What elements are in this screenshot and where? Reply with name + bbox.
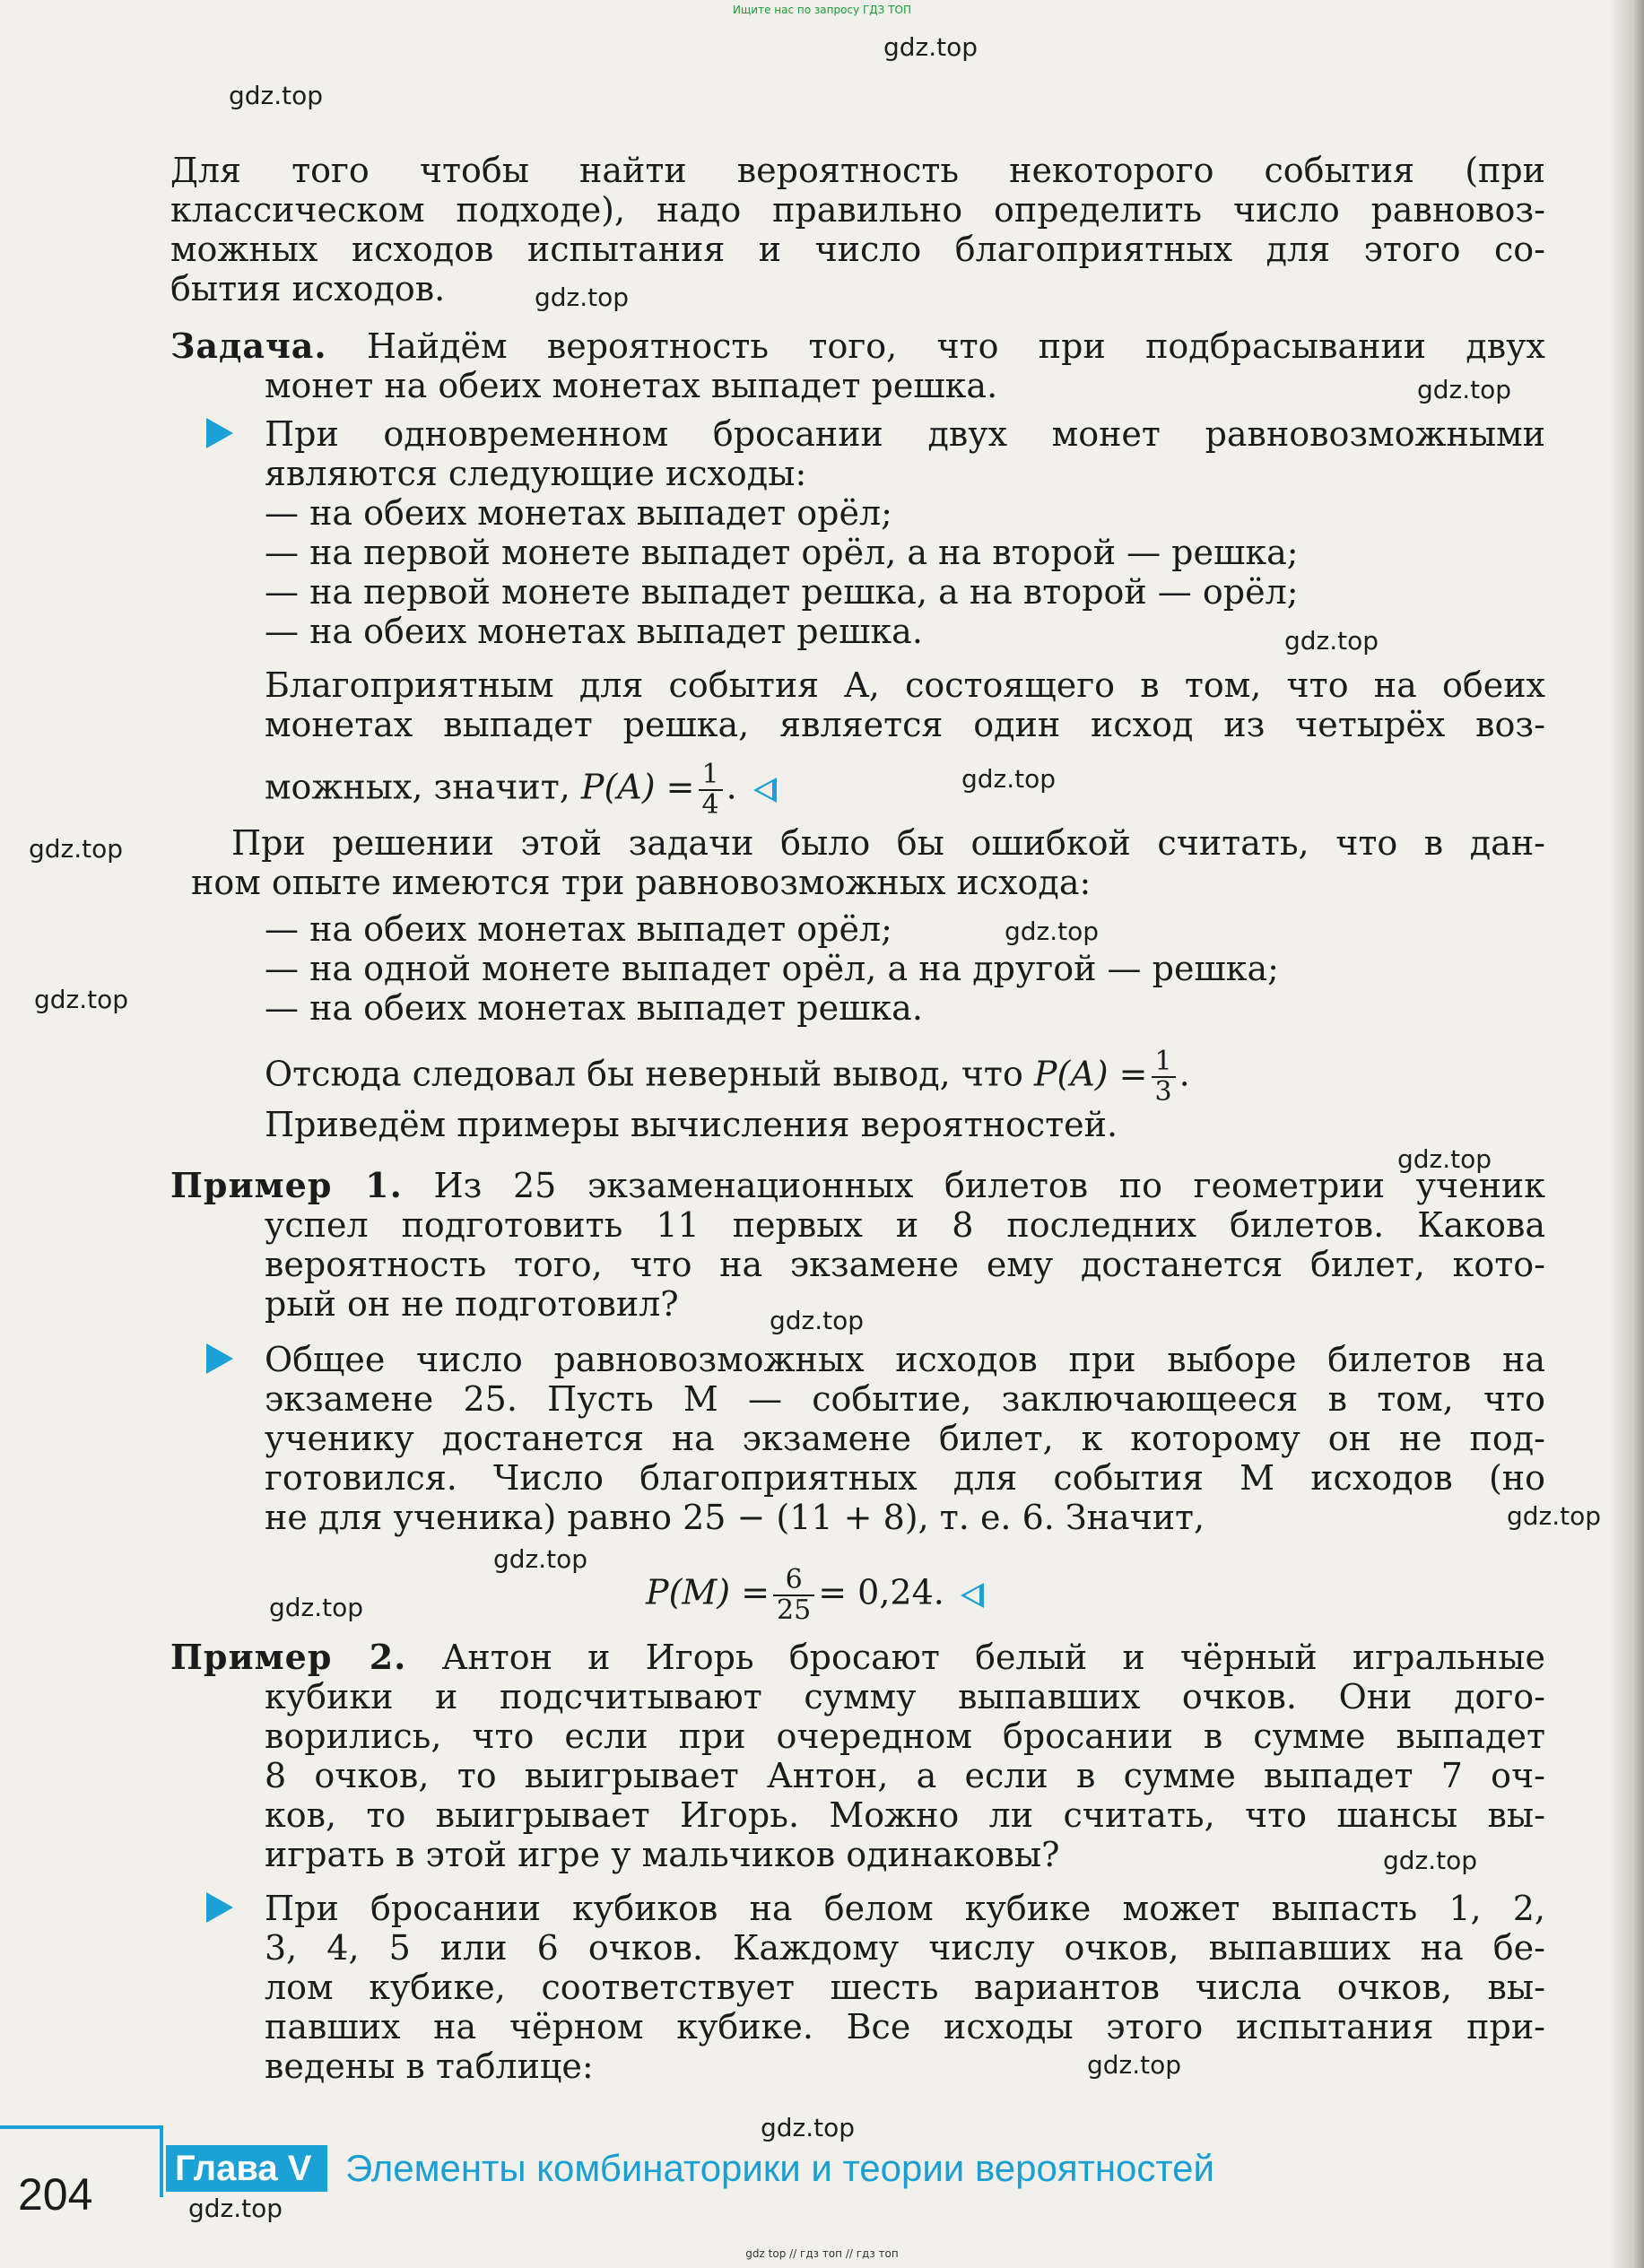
chapter-title: Элементы комбинаторики и теории вероятностей [345, 2147, 1214, 2189]
p2-line-3: — на обеих монетах выпадет орёл; [265, 909, 892, 949]
watermark: gdz.top [535, 282, 630, 312]
watermark: gdz.top [493, 1544, 588, 1574]
sol3-line-2: 3, 4, 5 или 6 очков. Каждому числу очков, выпавших на бе- [265, 1928, 1545, 1968]
watermark: gdz.top [188, 2194, 283, 2223]
watermark: gdz.top [1284, 626, 1379, 656]
ex2-line-2: кубики и подсчитывают сумму выпавших очков. Они дого- [265, 1677, 1545, 1716]
formula-pa-wrong: P(A) = [1033, 1054, 1148, 1094]
sol1-line-3: — на обеих монетах выпадет орёл; [265, 493, 892, 533]
p2-line-4: — на одной монете выпадет орёл, а на другой — решка; [265, 949, 1279, 988]
p1-line-2: классическом подходе), надо правильно определить число равновоз- [170, 190, 1545, 230]
sol1-line-9: можных, значит, P(A) = $\frac{1}{4}$ . [0, 760, 1644, 820]
ex1-line-3: вероятность того, что на экзамене ему достанется билет, кото- [265, 1245, 1545, 1284]
ex2-line-4: 8 очков, то выигрывает Антон, а если в сумме выпадет 7 оч- [265, 1756, 1545, 1795]
watermark: gdz.top [1005, 917, 1100, 946]
sol2-line-3: ученику достанется на экзамене билет, к которому он не под- [265, 1419, 1545, 1458]
ex1-label: Пример 1. [170, 1165, 403, 1205]
bottom-note: gdz top // гдз топ // гдз топ [745, 2247, 899, 2260]
fraction-one-quarter: $\frac{1}{4}$ [699, 760, 723, 820]
footer-rule-vertical [160, 2125, 163, 2197]
watermark: gdz.top [34, 985, 129, 1014]
page-number: 204 [18, 2169, 93, 2220]
watermark: gdz.top [1397, 1144, 1492, 1174]
watermark: gdz.top [883, 32, 979, 62]
sol3-line-5: ведены в таблице: [265, 2046, 594, 2086]
watermark: gdz.top [1507, 1501, 1602, 1531]
task-line-1 [0, 326, 1644, 366]
sol3-line-4: павших на чёрном кубике. Все исходы этого испытания при- [265, 2007, 1545, 2046]
chapter-badge: Глава V [166, 2145, 327, 2192]
sol3-line-1: При бросании кубиков на белом кубике может выпасть 1, 2, [265, 1889, 1545, 1928]
solution-end-icon [961, 1583, 984, 1608]
watermark: gdz.top [1417, 375, 1512, 404]
task-text: Найдём вероятность того, что при подбрасывании двух [366, 326, 1545, 366]
sol2-formula: P(M) = $\frac{6}{25}$ = 0,24. [0, 1566, 1644, 1625]
sol1-line-5: — на первой монете выпадет решка, а на второй — орёл; [265, 572, 1299, 612]
watermark: gdz.top [761, 2113, 856, 2142]
task-label: Задача. [170, 326, 327, 366]
top-note: Ищите нас по запросу ГДЗ ТОП [733, 4, 911, 16]
watermark: gdz.top [229, 81, 324, 110]
watermark: gdz.top [770, 1306, 865, 1335]
sol1-line-8: монетах выпадет решка, является один исход из четырёх воз- [265, 705, 1545, 744]
footer-rule [0, 2125, 161, 2129]
p1-line-4: бытия исходов. [170, 269, 446, 308]
ex2-label: Пример 2. [170, 1637, 407, 1677]
ex2-line-5: ков, то выигрывает Игорь. Можно ли считать, что шансы вы- [265, 1795, 1545, 1835]
formula-pm: P(M) = [646, 1572, 770, 1612]
sol1-line-6: — на обеих монетах выпадет решка. [265, 612, 923, 651]
watermark: gdz.top [961, 764, 1057, 794]
p1-line-1: Для того чтобы найти вероятность некоторого события (при [170, 151, 1545, 190]
sol2-line-1: Общее число равновозможных исходов при выборе билетов на [265, 1340, 1545, 1379]
sol1-line-7: Благоприятным для события A, состоящего в том, что на обеих [265, 665, 1545, 705]
sol1-line-4: — на первой монете выпадет орёл, а на второй — решка; [265, 533, 1299, 572]
p2-conclusion: Отсюда следовал бы неверный вывод, что P(A) = $\frac{1}{3}$ . [265, 1046, 1190, 1108]
watermark: gdz.top [1383, 1846, 1478, 1875]
ex2-line-6: играть в этой игре у мальчиков одинаковы? [265, 1835, 1060, 1874]
p2-line-5: — на обеих монетах выпадет решка. [265, 988, 923, 1028]
fraction-one-third: $\frac{1}{3}$ [1152, 1047, 1176, 1107]
ex2-line-3: ворились, что если при очередном бросании в сумме выпадет [265, 1716, 1545, 1756]
ex1-line-4: рый он не подготовил? [265, 1284, 679, 1324]
sol3-line-3: лом кубике, соответствует шесть вариантов числа очков, вы- [265, 1968, 1545, 2007]
p1-line-3: можных исходов испытания и число благоприятных для этого со- [170, 230, 1545, 269]
sol2-line-4: готовился. Число благоприятных для события M исходов (но [265, 1458, 1545, 1498]
sol2-line-2: экзамене 25. Пусть M — событие, заключающееся в том, что [265, 1379, 1545, 1419]
solution-end-icon [753, 778, 777, 803]
fraction-six-25: $\frac{6}{25}$ [773, 1566, 814, 1625]
watermark: gdz.top [1087, 2050, 1182, 2080]
formula-pa: P(A) = [580, 767, 695, 807]
sol1-line-2: являются следующие исходы: [265, 454, 807, 493]
sol2-line-5: не для ученика) равно 25 − (11 + 8), т. е. 6. Значит, [265, 1498, 1205, 1537]
p3-line: Приведём примеры вычисления вероятностей. [265, 1105, 1118, 1144]
p2-conclusion-text: Отсюда следовал бы неверный вывод, что [265, 1054, 1023, 1094]
sol1-line-1: При одновременном бросании двух монет равновозможными [265, 414, 1545, 454]
sol1-last-text: можных, значит, [265, 767, 570, 807]
p2-line-1: При решении этой задачи было бы ошибкой считать, что в дан- [231, 823, 1545, 863]
ex1-line-2: успел подготовить 11 первых и 8 последних билетов. Какова [265, 1205, 1545, 1245]
ex2-line-1: Пример 2. Антон и Игорь бросают белый и чёрный игральные [170, 1637, 1545, 1677]
watermark: gdz.top [269, 1593, 364, 1622]
task-line-2: монет на обеих монетах выпадет решка. [265, 366, 998, 405]
ex1-line-1: Пример 1. Из 25 экзаменационных билетов по геометрии ученик [170, 1165, 1545, 1205]
watermark: gdz.top [29, 834, 124, 864]
p2-line-2: ном опыте имеются три равновозможных исхода: [191, 863, 1092, 902]
